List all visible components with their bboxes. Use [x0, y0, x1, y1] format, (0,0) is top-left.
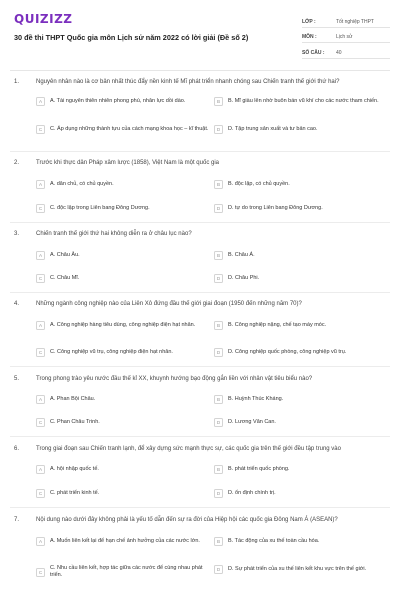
question-divider — [10, 151, 390, 152]
option-text: A. dân chủ, có chủ quyền. — [50, 181, 114, 187]
option-text: C. Nhu cầu liên kết, hợp tác giữa các nước để cùng nhau phát triển. — [50, 565, 203, 578]
question-text: Nội dung nào dưới đây không phải là yếu tố dẫn đến sự ra đời của Hiệp hội các quốc gia Đông Nam Á (ASEAN)? — [36, 517, 338, 523]
option-text: C. Châu Mĩ. — [50, 275, 80, 281]
meta-label: SỐ CÂU : — [302, 49, 325, 56]
document-title: 30 đề thi THPT Quốc gia môn Lịch sử năm 2022 có lời giải (Đề số 2) — [14, 33, 249, 42]
meta-value: Tốt nghiệp THPT — [336, 18, 374, 25]
option-letter-box: D — [214, 274, 223, 283]
option-text: D. Công nghiệp quốc phòng, công nghiệp vũ trụ. — [228, 349, 347, 355]
option-c[interactable] — [36, 204, 212, 213]
question-divider — [10, 366, 390, 367]
question-number: 3. — [14, 231, 20, 237]
option-letter-box: C — [36, 204, 45, 213]
option-c[interactable] — [36, 489, 212, 498]
question-divider — [10, 507, 390, 508]
option-text: A. Phan Bội Châu. — [50, 396, 96, 402]
option-letter-box: A — [36, 321, 45, 330]
option-text: B. Tác động của xu thế toàn cầu hóa. — [228, 538, 320, 544]
option-letter-box: C — [36, 274, 45, 283]
option-text: D. Châu Phi. — [228, 275, 260, 281]
option-b[interactable] — [214, 180, 390, 189]
question-number: 2. — [14, 160, 20, 166]
option-b[interactable] — [214, 395, 390, 404]
question-number: 5. — [14, 376, 20, 382]
question-text: Nguyên nhân nào là cơ bản nhất thúc đẩy nền kinh tế Mĩ phát triển nhanh chóng sau Chiến tranh thế giới thứ hai? — [36, 79, 340, 85]
option-text: D. Tập trung sản xuất và tư bản cao. — [228, 126, 318, 132]
question-divider — [10, 222, 390, 223]
option-letter-box: A — [36, 180, 45, 189]
option-letter-box: C — [36, 418, 45, 427]
option-text: D. tự do trong Liên bang Đông Dương. — [228, 205, 323, 211]
option-letter-box: B — [214, 321, 223, 330]
option-d[interactable] — [214, 489, 390, 498]
option-letter-box: B — [214, 465, 223, 474]
option-b[interactable] — [214, 537, 390, 546]
option-text: D. Sự phát triển của xu thế liên kết khu vực trên thế giới. — [228, 566, 367, 572]
option-a[interactable] — [36, 97, 212, 106]
option-text: C. Áp dụng những thành tựu của cách mạng khoa học – kĩ thuật. — [50, 126, 209, 132]
question-divider — [10, 436, 390, 437]
option-text: A. hội nhập quốc tế. — [50, 466, 99, 472]
question-number: 7. — [14, 517, 20, 523]
option-text: A. Muốn liên kết lại để hạn chế ảnh hưởng của các nước lớn. — [50, 538, 200, 544]
option-text: B. Mĩ giàu lên nhờ buôn bán vũ khí cho các nước tham chiến. — [228, 98, 379, 104]
option-letter-box: B — [214, 537, 223, 546]
meta-label: LỚP : — [302, 18, 316, 25]
option-letter-box: C — [36, 489, 45, 498]
option-letter-box: A — [36, 251, 45, 260]
option-letter-box: A — [36, 537, 45, 546]
option-text: C. độc lập trong Liên bang Đông Dương. — [50, 205, 150, 211]
option-c[interactable] — [36, 348, 212, 357]
question-text: Chiến tranh thế giới thứ hai không diễn ra ở châu lục nào? — [36, 231, 192, 237]
document-header — [0, 0, 400, 62]
option-letter-box: D — [214, 125, 223, 134]
quizizz-logo: QUIZIZZ — [14, 12, 73, 26]
meta-value: Lịch sử — [336, 34, 353, 40]
meta-row-count — [302, 43, 390, 59]
option-text: D. Lương Văn Can. — [228, 419, 276, 425]
option-d[interactable] — [214, 348, 390, 357]
option-b[interactable] — [214, 251, 390, 260]
option-letter-box: D — [214, 565, 223, 574]
option-text: C. Phan Châu Trinh. — [50, 419, 100, 425]
option-a[interactable] — [36, 395, 212, 404]
option-letter-box: A — [36, 395, 45, 404]
option-b[interactable] — [214, 321, 390, 330]
option-d[interactable] — [214, 125, 390, 134]
option-text: B. Huỳnh Thúc Kháng. — [228, 396, 284, 402]
option-c[interactable] — [36, 274, 212, 283]
question-text: Những ngành công nghiệp nào của Liên Xô đứng đầu thế giới giai đoạn (1950 đến những năm 70)? — [36, 301, 302, 307]
option-letter-box: A — [36, 97, 45, 106]
option-a[interactable] — [36, 180, 212, 189]
question-text: Trước khi thực dân Pháp xâm lược (1858), Việt Nam là một quốc gia — [36, 160, 219, 166]
meta-row-subject — [302, 28, 390, 44]
option-c[interactable] — [36, 565, 212, 579]
option-letter-box: D — [214, 489, 223, 498]
question-number: 6. — [14, 446, 20, 452]
option-text: B. Công nghiệp nặng, chế tạo máy móc. — [228, 322, 327, 328]
option-letter-box: C — [36, 348, 45, 357]
option-letter-box: B — [214, 395, 223, 404]
option-d[interactable] — [214, 565, 390, 574]
meta-label: MÔN : — [302, 34, 317, 40]
option-text: C. phát triển kinh tế. — [50, 490, 100, 496]
question-text: Trong giai đoạn sau Chiến tranh lạnh, để xây dựng sức mạnh thực sự, các quốc gia trên thế giới đều tập trung vào — [36, 446, 341, 452]
option-d[interactable] — [214, 418, 390, 427]
option-letter-box: B — [214, 180, 223, 189]
option-d[interactable] — [214, 274, 390, 283]
option-text: B. phát triển quốc phòng. — [228, 466, 290, 472]
option-text: A. Châu Âu. — [50, 252, 80, 258]
question-number: 4. — [14, 301, 20, 307]
question-divider — [10, 292, 390, 293]
option-letter-box: C — [36, 125, 45, 134]
option-text: C. Công nghiệp vũ trụ, công nghiệp điện hạt nhân. — [50, 349, 173, 355]
option-letter-box: B — [214, 251, 223, 260]
question-number: 1. — [14, 79, 20, 85]
meta-value: 40 — [336, 49, 342, 56]
option-letter-box: A — [36, 465, 45, 474]
option-text: A. Công nghiệp hàng tiêu dùng, công nghiệp điện hạt nhân. — [50, 322, 196, 328]
option-a[interactable] — [36, 251, 212, 260]
option-b[interactable] — [214, 97, 390, 106]
question-text: Trong phong trào yêu nước đầu thế kỉ XX, khuynh hướng bạo động gắn liền với nhân vật tiêu biểu nào? — [36, 376, 313, 382]
option-letter-box: B — [214, 97, 223, 106]
meta-table — [302, 12, 390, 59]
header-divider — [10, 70, 390, 71]
option-a[interactable] — [36, 537, 212, 546]
option-c[interactable] — [36, 125, 212, 134]
option-text: B. độc lập, có chủ quyền. — [228, 181, 290, 187]
option-letter-box: D — [214, 418, 223, 427]
option-c[interactable] — [36, 418, 212, 427]
option-letter-box: D — [214, 348, 223, 357]
option-d[interactable] — [214, 204, 390, 213]
meta-row-class — [302, 12, 390, 28]
option-text: D. ổn định chính trị. — [228, 490, 276, 496]
option-a[interactable] — [36, 321, 212, 330]
option-letter-box: C — [36, 568, 45, 577]
option-a[interactable] — [36, 465, 212, 474]
option-b[interactable] — [214, 465, 390, 474]
option-text: A. Tài nguyên thiên nhiên phong phú, nhân lực dồi dào. — [50, 98, 186, 104]
option-text: B. Châu Á. — [228, 252, 255, 258]
option-letter-box: D — [214, 204, 223, 213]
